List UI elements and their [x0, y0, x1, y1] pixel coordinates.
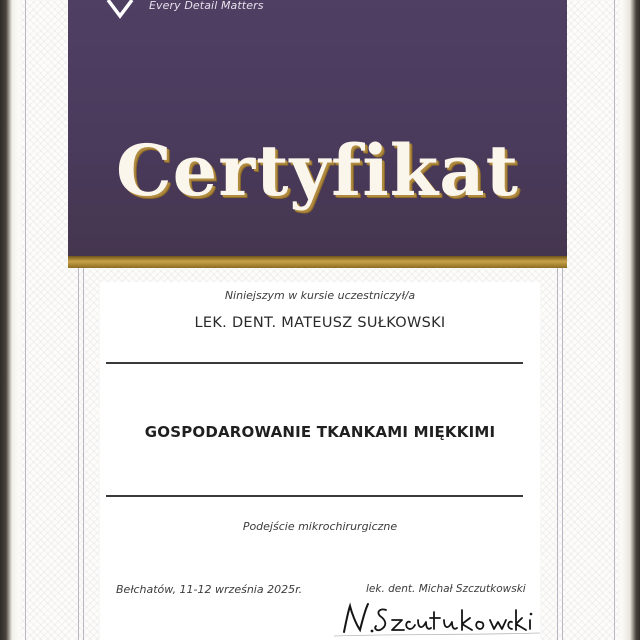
border-line-right-outer [614, 0, 615, 640]
participant-name: LEK. DENT. MATEUSZ SUŁKOWSKI [194, 315, 446, 331]
certificate-title: Certyfikat [115, 129, 520, 212]
divider-line-top [106, 362, 523, 364]
course-subtitle: Podejście mikrochirurgiczne [242, 520, 398, 533]
divider-line-bottom [106, 495, 523, 497]
v-logo-icon [105, 0, 135, 20]
intro-text: Niniejszym w kursie uczestniczył/a [224, 289, 416, 302]
border-line-left-outer [25, 0, 26, 640]
handwritten-signature [330, 598, 550, 638]
gold-divider-bar [68, 256, 567, 268]
signer-name: lek. dent. Michał Szczutkowski [366, 583, 526, 595]
course-title: GOSPODAROWANIE TKANKAMI MIĘKKIMI [144, 423, 496, 441]
header-band [68, 0, 567, 256]
place-and-date: Bełchatów, 11-12 września 2025r. [116, 583, 303, 596]
brand-tagline: Every Detail Matters [149, 0, 264, 12]
